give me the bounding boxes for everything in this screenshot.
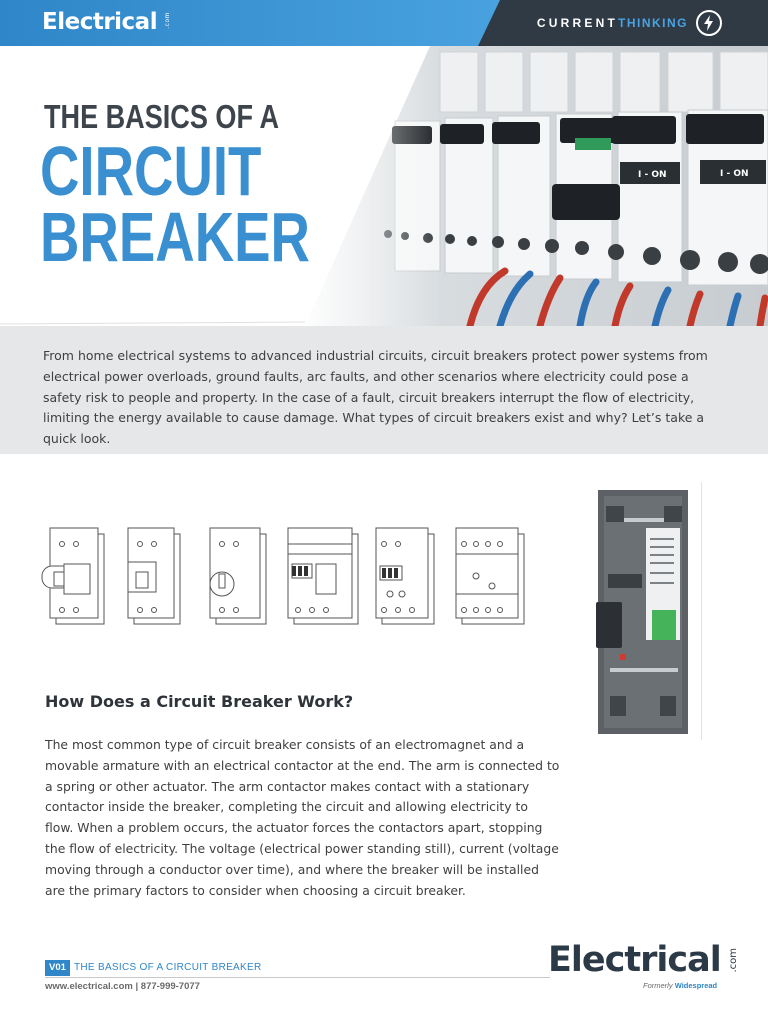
hero-section (0, 46, 768, 326)
breaker-types-illustration (36, 520, 536, 636)
molded-case-breaker-photo (580, 482, 702, 740)
footer-phone[interactable]: 877-999-7077 (140, 981, 200, 992)
tagline-current: CURRENT (536, 16, 618, 30)
svg-text:I - ON: I - ON (638, 170, 667, 180)
section-paragraph: The most common type of circuit breaker consists of an electromagnet and a movable armature with an electrical contactor at the end. The arm is connected to a spring or other actuator. The arm contactor makes contact with a stationary contactor inside the breaker, completing the circuit and allowing electricity to flow. When a problem occurs, the actuator forces the contactors apart, stopping the flow of electricity. The voltage (electrical power standing still), current (voltage moving through a conductor over time), and where the breaker will be installed are the primary factors to consider when choosing a circuit breaker. (45, 737, 560, 898)
footer-formerly-prefix: Formerly (643, 981, 673, 990)
product-divider (701, 482, 702, 740)
footer-separator: | (135, 981, 139, 992)
intro-band (0, 326, 768, 454)
svg-text:I - ON: I - ON (720, 169, 749, 179)
header-bar (0, 0, 768, 46)
footer-formerly (643, 981, 717, 990)
breaker-drawing-1 (42, 528, 104, 624)
footer-contact (45, 981, 200, 992)
tagline-thinking: THINKING (618, 16, 688, 30)
header-logo-suffix: .com (164, 12, 171, 29)
breaker-drawing-2 (128, 528, 180, 624)
footer-doc-title: THE BASICS OF A CIRCUIT BREAKER (74, 962, 262, 973)
footer-formerly-name: Widespread (674, 981, 718, 990)
lightning-bolt-icon (696, 10, 722, 36)
breaker-drawing-6 (456, 528, 524, 624)
header-logo[interactable]: Electrical (42, 9, 158, 35)
hero-title-line3: BREAKER (40, 198, 310, 276)
hero-title-line1: THE BASICS OF A (44, 98, 280, 135)
intro-paragraph: From home electrical systems to advanced industrial circuits, circuit breakers protect power systems from electrical power overloads, ground faults, arc faults, and other scenarios where electricity could pose a safety risk to people and property. In the case of a fault, circuit breakers interrupt the flow of electricity, limiting the energy available to cause damage. What types of circuit breakers exist and why? Let’s take a quick look. (43, 348, 708, 447)
current-thinking-label (537, 16, 688, 30)
footer-logo[interactable]: Electrical (548, 940, 721, 980)
footer-logo-suffix: .com (728, 948, 739, 973)
footer-website-link[interactable]: www.electrical.com (45, 981, 133, 992)
section-heading: How Does a Circuit Breaker Work? (45, 692, 354, 711)
breaker-drawing-3 (210, 528, 266, 624)
footer-version-badge: V01 (45, 960, 70, 976)
footer-divider (45, 977, 550, 978)
hero-title-line2: CIRCUIT (40, 132, 262, 210)
